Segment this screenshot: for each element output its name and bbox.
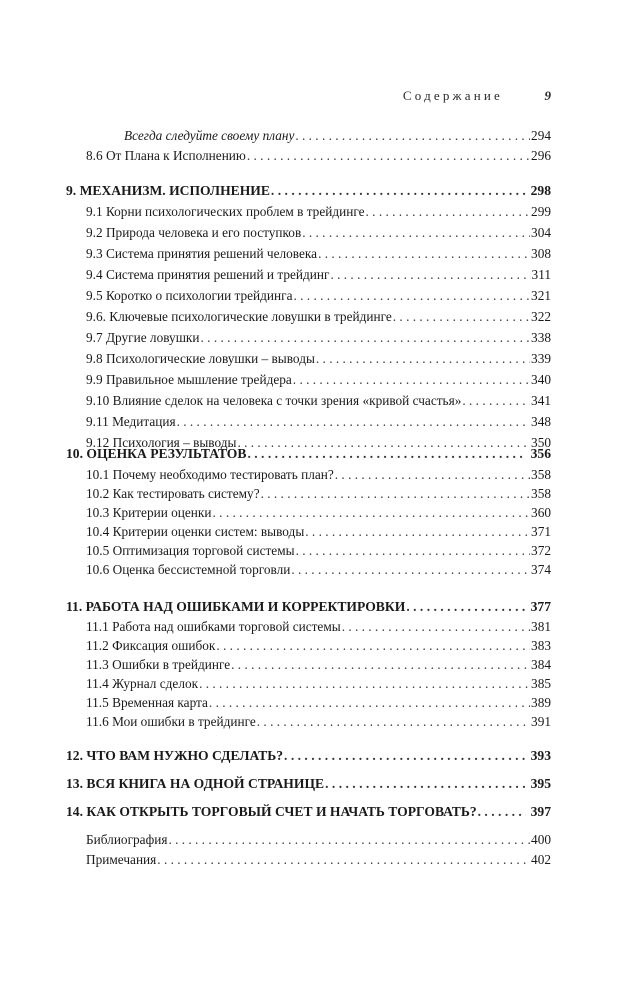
toc-entry[interactable]	[86, 484, 551, 504]
toc-entry-label: 11.1 Работа над ошибками торговой системы	[86, 619, 341, 634]
toc-entry-page: 311	[531, 267, 551, 282]
dot-leader	[335, 465, 530, 485]
toc-entry[interactable]	[86, 560, 551, 580]
toc-entry[interactable]	[86, 655, 551, 675]
toc-entry[interactable]	[86, 223, 551, 243]
toc-entry-page: 338	[531, 330, 551, 345]
toc-entry-page: 385	[531, 676, 551, 691]
toc-entry-label: 11.6 Мои ошибки в трейдинге	[86, 714, 256, 729]
toc-entry-label: 9.9 Правильное мышление трейдера	[86, 372, 292, 387]
toc-entry[interactable]	[86, 503, 551, 523]
toc-chapter-11[interactable]	[66, 597, 551, 617]
toc-entry-page: 358	[531, 486, 551, 501]
toc-entry[interactable]	[86, 202, 551, 222]
dot-leader	[342, 617, 530, 637]
dot-leader	[261, 484, 530, 504]
dot-leader	[318, 244, 530, 264]
page-number: 9	[544, 88, 551, 103]
toc-entry-page: 322	[531, 309, 551, 324]
toc-entry-label: 11.3 Ошибки в трейдинге	[86, 657, 231, 672]
toc-entry-label: 9.11 Медитация	[86, 414, 176, 429]
dot-leader	[257, 712, 530, 732]
toc-entry[interactable]	[86, 265, 551, 285]
toc-chapter-page: 356	[530, 446, 551, 461]
toc-entry-label: 9.6. Ключевые психологические ловушки в трейдинге	[86, 309, 392, 324]
dot-leader	[247, 444, 525, 464]
toc-entry-label: 9.1 Корни психологических проблем в трейдинге	[86, 204, 365, 219]
dot-leader	[199, 674, 530, 694]
toc-entry-bibliography[interactable]	[86, 830, 551, 850]
running-head	[0, 88, 551, 108]
dot-leader	[296, 541, 530, 561]
toc-chapter-12[interactable]	[66, 746, 551, 766]
toc-entry-label: 11.4 Журнал сделок	[86, 676, 199, 691]
toc-entry[interactable]	[86, 674, 551, 694]
toc-entry-page: 341	[531, 393, 551, 408]
dot-leader	[393, 307, 530, 327]
dot-leader	[284, 746, 526, 766]
toc-entry-page: 389	[531, 695, 551, 710]
dot-leader	[216, 636, 530, 656]
toc-entry[interactable]	[86, 370, 551, 390]
toc-entry-label: 9.3 Система принятия решений человека	[86, 246, 318, 261]
toc-entry-label: 11.2 Фиксация ошибок	[86, 638, 216, 653]
toc-entry[interactable]	[86, 307, 551, 327]
toc-entry[interactable]	[86, 693, 551, 713]
dot-leader	[247, 146, 530, 166]
toc-entry-page: 340	[531, 372, 551, 387]
toc-entry-label: 9.7 Другие ловушки	[86, 330, 200, 345]
toc-chapter-label: 10. ОЦЕНКА РЕЗУЛЬТАТОВ	[66, 446, 247, 461]
toc-entry-page: 339	[531, 351, 551, 366]
toc-entry-label: 10.1 Почему необходимо тестировать план?	[86, 467, 334, 482]
toc-entry-page: 402	[531, 852, 551, 867]
toc-chapter-page: 377	[530, 599, 551, 614]
running-head-title: Содержание	[402, 88, 503, 103]
toc-entry-page: 384	[531, 657, 551, 672]
toc-entry-page: 383	[531, 638, 551, 653]
dot-leader	[406, 597, 525, 617]
toc-entry-label: 9.8 Психологические ловушки – выводы	[86, 351, 315, 366]
toc-entry-label: 9.12 Психология – выводы	[86, 435, 237, 450]
dot-leader	[366, 202, 531, 222]
toc-chapter-label: 14. КАК ОТКРЫТЬ ТОРГОВЫЙ СЧЕТ И НАЧАТЬ ТОРГОВАТЬ?	[66, 804, 477, 819]
toc-entry-page: 294	[531, 128, 551, 143]
toc-entry[interactable]	[86, 391, 551, 411]
toc-entry-label: Всегда следуйте своему плану	[124, 128, 295, 143]
dot-leader	[271, 181, 526, 201]
toc-entry-label: 10.5 Оптимизация торговой системы	[86, 543, 295, 558]
toc-chapter-14[interactable]	[66, 802, 551, 822]
toc-entry-page: 372	[531, 543, 551, 558]
toc-entry-label: 9.2 Природа человека и его поступков	[86, 225, 302, 240]
toc-entry[interactable]	[86, 146, 551, 166]
dot-leader	[231, 655, 530, 675]
toc-entry-label: 8.6 От Плана к Исполнению	[86, 148, 246, 163]
toc-entry[interactable]	[86, 522, 551, 542]
toc-entry-page: 381	[531, 619, 551, 634]
toc-entry-page: 308	[531, 246, 551, 261]
toc-chapter-page: 393	[530, 748, 551, 763]
toc-entry[interactable]	[86, 712, 551, 732]
dot-leader	[325, 774, 526, 794]
toc-entry[interactable]	[86, 465, 551, 485]
dot-leader	[213, 503, 531, 523]
toc-entry-label: 9.4 Система принятия решений и трейдинг	[86, 267, 330, 282]
toc-entry-label: 10.4 Критерии оценки систем: выводы	[86, 524, 305, 539]
dot-leader	[291, 560, 530, 580]
toc-entry-label: 10.2 Как тестировать систему?	[86, 486, 260, 501]
toc-entry[interactable]	[86, 636, 551, 656]
dot-leader	[177, 412, 530, 432]
toc-entry[interactable]	[86, 349, 551, 369]
toc-entry-label: Библиография	[86, 832, 168, 847]
toc-entry-page: 371	[531, 524, 551, 539]
toc-entry-page: 296	[531, 148, 551, 163]
toc-entry[interactable]	[86, 617, 551, 637]
dot-leader	[295, 126, 530, 146]
dot-leader	[157, 850, 530, 870]
dot-leader	[316, 349, 530, 369]
dot-leader	[293, 370, 530, 390]
toc-entry[interactable]	[86, 286, 551, 306]
toc-entry[interactable]	[86, 541, 551, 561]
toc-chapter-page: 397	[530, 804, 551, 819]
dot-leader	[302, 223, 530, 243]
toc-chapter-page: 298	[530, 183, 551, 198]
dot-leader	[168, 830, 530, 850]
toc-entry-page: 304	[531, 225, 551, 240]
toc-entry[interactable]	[124, 126, 551, 146]
toc-entry-label: 11.5 Временная карта	[86, 695, 208, 710]
toc-entry-page: 391	[531, 714, 551, 729]
toc-entry-page: 374	[531, 562, 551, 577]
toc-chapter-page: 395	[530, 776, 551, 791]
toc-chapter-10[interactable]	[66, 444, 551, 464]
toc-entry-page: 350	[531, 435, 551, 450]
toc-entry-page: 358	[531, 467, 551, 482]
toc-chapter-label: 13. ВСЯ КНИГА НА ОДНОЙ СТРАНИЦЕ	[66, 776, 325, 791]
toc-entry[interactable]	[86, 412, 551, 432]
toc-entry-page: 348	[531, 414, 551, 429]
toc-chapter-13[interactable]	[66, 774, 551, 794]
dot-leader	[330, 265, 530, 285]
dot-leader	[201, 328, 531, 348]
toc-entry-label: 9.5 Коротко о психологии трейдинга	[86, 288, 293, 303]
toc-chapter-label: 11. РАБОТА НАД ОШИБКАМИ И КОРРЕКТИРОВКИ	[66, 599, 406, 614]
toc-chapter-label: 9. МЕХАНИЗМ. ИСПОЛНЕНИЕ	[66, 183, 270, 198]
toc-entry-label: 10.3 Критерии оценки	[86, 505, 212, 520]
toc-chapter-9[interactable]	[66, 181, 551, 201]
toc-entry-label: 9.10 Влияние сделок на человека с точки зрения «кривой счастья»	[86, 393, 462, 408]
toc-entry-notes[interactable]	[86, 850, 551, 870]
dot-leader	[305, 522, 530, 542]
toc-entry[interactable]	[86, 328, 551, 348]
toc-entry-page: 321	[531, 288, 551, 303]
toc-chapter-label: 12. ЧТО ВАМ НУЖНО СДЕЛАТЬ?	[66, 748, 284, 763]
toc-entry-page: 400	[531, 832, 551, 847]
toc-entry-label: 10.6 Оценка бессистемной торговли	[86, 562, 291, 577]
toc-entry-page: 360	[531, 505, 551, 520]
toc-entry-label: Примечания	[86, 852, 157, 867]
dot-leader	[294, 286, 531, 306]
toc-entry[interactable]	[86, 244, 551, 264]
dot-leader	[478, 802, 526, 822]
dot-leader	[462, 391, 530, 411]
dot-leader	[209, 693, 530, 713]
toc-entry-page: 299	[531, 204, 551, 219]
